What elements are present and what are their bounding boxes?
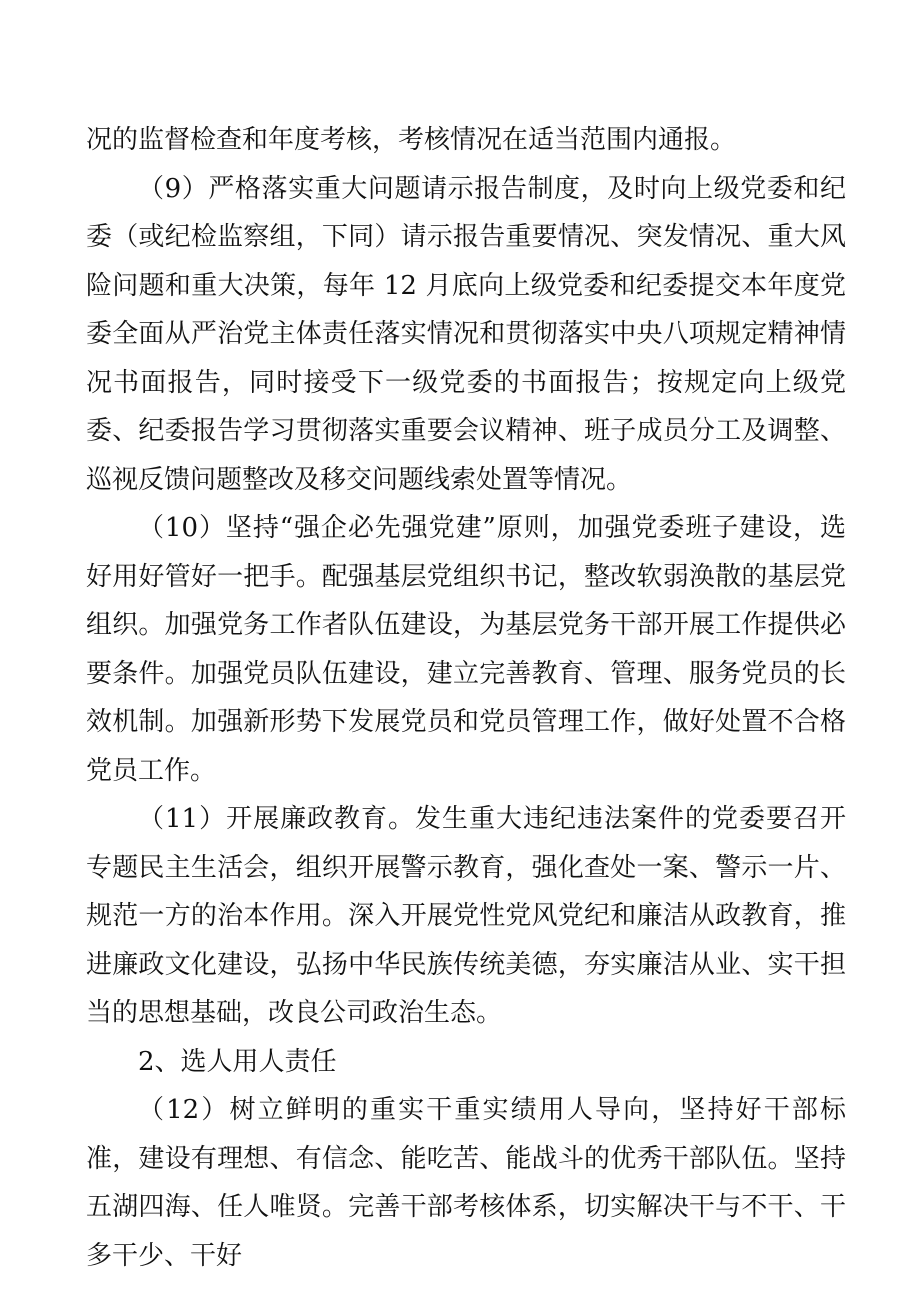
- section-heading: 2、选人用人责任: [138, 1046, 337, 1077]
- paragraph-item-9: （9）严格落实重大问题请示报告制度，及时向上级党委和纪委（或纪检监察组，下同）请示报告重要情况、突发情况、重大风险问题和重大决策，每年 12 月底向上级党委和纪委提交本年度党委全面从严治党主体责任落实情况和贯彻落实中央八项规定精神情况书面报告，同时接受下一级党委的书面报告；按规定向上级党委、纪委报告学习贯彻落实重要会议精神、班子成员分工及调整、巡视反馈问题整改及移交问题线索处置等情况。: [86, 173, 846, 495]
- document-body: [86, 116, 846, 1280]
- paragraph-item-11: （11）开展廉政教育。发生重大违纪违法案件的党委要召开专题民主生活会，组织开展警示教育，强化查处一案、警示一片、规范一方的治本作用。深入开展党性党风党纪和廉洁从政教育，推进廉政文化建设，弘扬中华民族传统美德，夯实廉洁从业、实干担当的思想基础，改良公司政治生态。: [86, 804, 846, 1028]
- paragraph-continuation: 况的监督检查和年度考核，考核情况在适当范围内通报。: [86, 125, 737, 155]
- paragraph-item-12: （12）树立鲜明的重实干重实绩用人导向，坚持好干部标准，建设有理想、有信念、能吃苦、能战斗的优秀干部队伍。坚持五湖四海、任人唯贤。完善干部考核体系，切实解决干与不干、干多干少、干好: [86, 1095, 846, 1271]
- paragraph-item-10: （10）坚持“强企必先强党建”原则，加强党委班子建设，选好用好管好一把手。配强基层党组织书记，整改软弱涣散的基层党组织。加强党务工作者队伍建设，为基层党务干部开展工作提供必要条件。加强党员队伍建设，建立完善教育、管理、服务党员的长效机制。加强新形势下发展党员和党员管理工作，做好处置不合格党员工作。: [86, 513, 846, 786]
